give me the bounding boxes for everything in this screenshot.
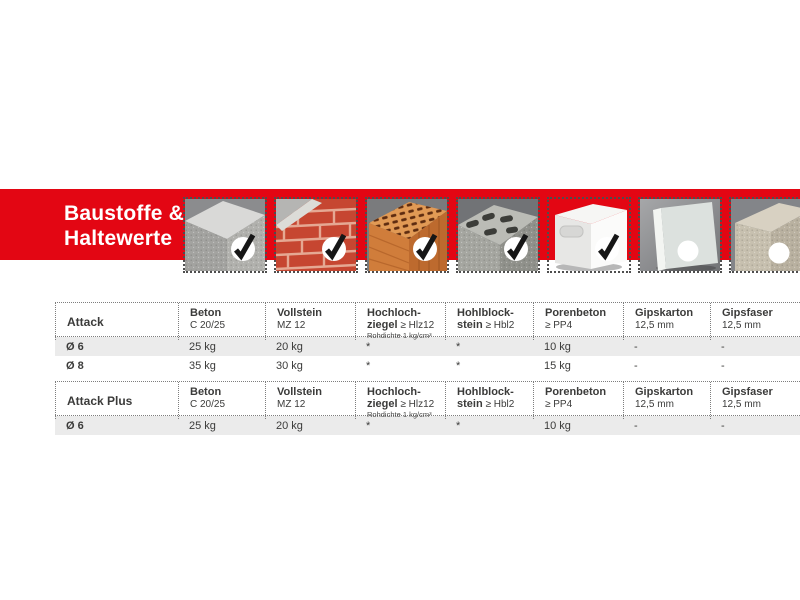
column-title: Hochloch- xyxy=(367,307,421,319)
column-header-hochlochziegel xyxy=(355,303,445,340)
column-subtitle: 12,5 mm xyxy=(635,398,674,410)
cell-value: 25 kg xyxy=(189,419,216,432)
material-tile-porenbeton xyxy=(547,197,631,273)
table-row-d6 xyxy=(55,416,800,435)
column-subtitle: ≥ PP4 xyxy=(545,319,573,331)
column-subtitle: C 20/25 xyxy=(190,319,226,331)
cell-value: 25 kg xyxy=(189,340,216,353)
column-subtitle: ziegel ≥ Hlz12 xyxy=(367,397,435,410)
cell-value: 30 kg xyxy=(276,359,303,372)
hochlochziegel-image xyxy=(367,199,447,271)
cell-value: 20 kg xyxy=(276,340,303,353)
cell-value: 20 kg xyxy=(276,419,303,432)
column-subtitle: 12,5 mm xyxy=(722,319,761,331)
cell-value: * xyxy=(456,419,461,432)
column-subtitle: ziegel ≥ Hlz12 xyxy=(367,318,435,331)
column-subtitle: MZ 12 xyxy=(277,398,306,410)
column-header-vollstein xyxy=(265,303,355,340)
column-title: Porenbeton xyxy=(545,386,607,398)
cell-value: 10 kg xyxy=(544,340,571,353)
column-header-porenbeton xyxy=(533,382,623,419)
column-header-gipsfaser xyxy=(710,303,800,340)
column-header-hohlblockstein xyxy=(445,303,533,340)
vollstein-image xyxy=(276,199,356,271)
column-title: Gipskarton xyxy=(635,386,694,398)
attack-table xyxy=(55,302,800,375)
column-subtitle: 12,5 mm xyxy=(722,398,761,410)
attack-plus-table-header xyxy=(55,381,800,419)
cell-value: 35 kg xyxy=(189,359,216,372)
row-label: Ø 6 xyxy=(66,340,84,353)
column-title: Hohlblock- xyxy=(457,386,514,398)
cell-value: * xyxy=(366,359,371,372)
material-tile-hochlochziegel xyxy=(365,197,449,273)
material-tile-gipsfaser xyxy=(729,197,800,273)
column-subtitle: 12,5 mm xyxy=(635,319,674,331)
material-tile-beton xyxy=(183,197,267,273)
product-name-cell: Attack Plus xyxy=(55,382,178,419)
page-title-line2: Haltewerte xyxy=(64,227,173,250)
column-header-beton xyxy=(178,382,265,419)
page-title-line1: Baustoffe & xyxy=(64,202,185,225)
column-title: Porenbeton xyxy=(545,307,607,319)
column-subtitle: stein ≥ Hbl2 xyxy=(457,397,515,410)
column-title: Hohlblock- xyxy=(457,307,514,319)
column-title: Vollstein xyxy=(277,386,323,398)
cell-value: 15 kg xyxy=(544,359,571,372)
attack-table-header xyxy=(55,302,800,340)
cell-value: * xyxy=(456,340,461,353)
gipsfaser-image xyxy=(731,199,800,271)
circle-icon xyxy=(769,243,790,264)
column-note: Rohdichte 1 kg/cm³ xyxy=(367,331,432,340)
cell-value: - xyxy=(721,419,725,432)
column-subtitle: C 20/25 xyxy=(190,398,226,410)
column-header-vollstein xyxy=(265,382,355,419)
beton-image xyxy=(185,199,265,271)
column-header-beton xyxy=(178,303,265,340)
cell-value: - xyxy=(634,359,638,372)
table-row-d8 xyxy=(55,356,800,375)
column-header-porenbeton xyxy=(533,303,623,340)
column-header-hochlochziegel xyxy=(355,382,445,419)
column-header-hohlblockstein xyxy=(445,382,533,419)
column-subtitle: ≥ PP4 xyxy=(545,398,573,410)
material-tile-gipskarton xyxy=(638,197,722,273)
column-title: Beton xyxy=(190,386,222,398)
column-header-gipskarton xyxy=(623,382,710,419)
page-title xyxy=(64,201,184,251)
material-tile-hohlblockstein xyxy=(456,197,540,273)
column-header-gipskarton xyxy=(623,303,710,340)
cell-value: * xyxy=(456,359,461,372)
cell-value: 10 kg xyxy=(544,419,571,432)
attack-plus-table xyxy=(55,381,800,435)
column-title: Gipsfaser xyxy=(722,386,773,398)
material-tile-vollstein xyxy=(274,197,358,273)
column-title: Vollstein xyxy=(277,307,323,319)
column-note: Rohdichte 1 kg/cm³ xyxy=(367,410,432,419)
table-row-d6 xyxy=(55,337,800,356)
row-label: Ø 8 xyxy=(66,359,84,372)
hohlblockstein-image xyxy=(458,199,538,271)
cell-value: - xyxy=(634,340,638,353)
column-header-gipsfaser xyxy=(710,382,800,419)
column-title: Gipskarton xyxy=(635,307,694,319)
circle-icon xyxy=(678,241,699,262)
row-label: Ø 6 xyxy=(66,419,84,432)
column-title: Beton xyxy=(190,307,222,319)
porenbeton-image xyxy=(549,199,629,271)
cell-value: * xyxy=(366,340,371,353)
gipskarton-image xyxy=(640,199,720,271)
cell-value: - xyxy=(634,419,638,432)
column-subtitle: MZ 12 xyxy=(277,319,306,331)
column-title: Hochloch- xyxy=(367,386,421,398)
column-title: Gipsfaser xyxy=(722,307,773,319)
cell-value: - xyxy=(721,359,725,372)
cell-value: * xyxy=(366,419,371,432)
cell-value: - xyxy=(721,340,725,353)
column-subtitle: stein ≥ Hbl2 xyxy=(457,318,515,331)
product-name-cell: Attack xyxy=(55,303,178,340)
